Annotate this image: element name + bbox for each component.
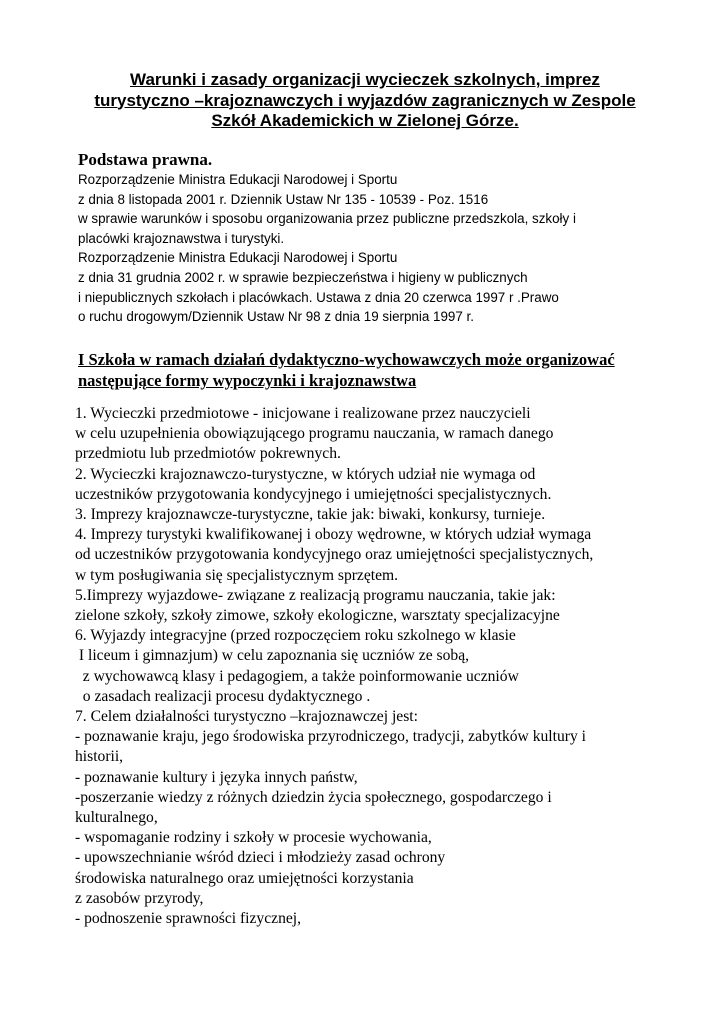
- body-line: z zasobów przyrody,: [75, 889, 204, 907]
- body-line: - poznawanie kultury i języka innych państw,: [75, 768, 358, 786]
- body-line: historii,: [75, 748, 124, 766]
- title-line: Szkół Akademickich w Zielonej Górze.: [211, 111, 519, 130]
- body-line: 3. Imprezy krajoznawcze-turystyczne, takie jak: biwaki, konkursy, turnieje.: [75, 506, 546, 524]
- legal-line: o ruchu drogowym/Dziennik Ustaw Nr 98 z dnia 19 sierpnia 1997 r.: [78, 309, 474, 325]
- body-line: uczestników przygotowania kondycyjnego i umiejętności specjalistycznych.: [75, 485, 552, 503]
- body-line: 1. Wycieczki przedmiotowe - inicjowane i realizowane przez nauczycieli: [75, 405, 531, 422]
- body-line: w tym posługiwania się specjalistycznym sprzętem.: [75, 566, 399, 584]
- body-line: w celu uzupełnienia obowiązującego programu nauczania, w ramach danego: [75, 425, 554, 443]
- body-line: kulturalnego,: [75, 809, 158, 827]
- body-line: zielone szkoły, szkoły zimowe, szkoły ekologiczne, warsztaty specjalizacyjne: [75, 607, 560, 625]
- section-heading-line: następujące formy wypoczynki i krajoznawstwa: [78, 371, 417, 390]
- body-line: - podnoszenie sprawności fizycznej,: [75, 910, 302, 928]
- section-heading-line: I Szkoła w ramach działań dydaktyczno-wychowawczych może organizować: [78, 350, 615, 369]
- document-title: [60, 70, 670, 132]
- body-line: od uczestników przygotowania kondycyjnego oraz umiejętności specjalistycznych,: [75, 546, 594, 564]
- body-line: środowiska naturalnego oraz umiejętności korzystania: [75, 869, 414, 887]
- body-line: - wspomaganie rodziny i szkoły w procesie wychowania,: [75, 829, 432, 847]
- legal-line: z dnia 31 grudnia 2002 r. w sprawie bezpieczeństwa i higieny w publicznych: [78, 269, 528, 285]
- section-body: [75, 404, 695, 929]
- body-line: przedmiotu lub przedmiotów pokrewnych.: [75, 445, 341, 463]
- body-line: 7. Celem działalności turystyczno –krajoznawczej jest:: [75, 708, 418, 726]
- title-line: turystyczno –krajoznawczych i wyjazdów zagranicznych w Zespole: [94, 90, 636, 110]
- body-line: 2. Wycieczki krajoznawczo-turystyczne, w których udział nie wymaga od: [75, 465, 536, 483]
- section-heading: [78, 349, 615, 391]
- legal-line: z dnia 8 listopada 2001 r. Dziennik Ustaw Nr 135 - 10539 - Poz. 1516: [78, 191, 489, 207]
- legal-basis-heading: Podstawa prawna.: [78, 150, 213, 169]
- body-line: I liceum i gimnazjum) w celu zapoznania się uczniów ze sobą,: [75, 647, 470, 665]
- body-line: o zasadach realizacji procesu dydaktycznego .: [75, 687, 371, 705]
- body-line: 6. Wyjazdy integracyjne (przed rozpoczęciem roku szkolnego w klasie: [75, 627, 516, 645]
- body-line: - poznawanie kraju, jego środowiska przyrodniczego, tradycji, zabytków kultury i: [75, 728, 586, 746]
- legal-line: i niepublicznych szkołach i placówkach. Ustawa z dnia 20 czerwca 1997 r .Prawo: [78, 289, 559, 305]
- body-line: 4. Imprezy turystyki kwalifikowanej i obozy wędrowne, w których udział wymaga: [75, 526, 592, 544]
- legal-line: Rozporządzenie Ministra Edukacji Narodowej i Sportu: [78, 250, 398, 266]
- legal-basis-text: [78, 170, 678, 327]
- legal-line: w sprawie warunków i sposobu organizowania przez publiczne przedszkola, szkoły i: [78, 211, 576, 227]
- title-line: Warunki i zasady organizacji wycieczek szkolnych, imprez: [130, 70, 600, 89]
- body-line: 5.Iimprezy wyjazdowe- związane z realizacją programu nauczania, takie jak:: [75, 586, 556, 604]
- body-line: - upowszechnianie wśród dzieci i młodzieży zasad ochrony: [75, 849, 446, 867]
- body-line: z wychowawcą klasy i pedagogiem, a także poinformowanie uczniów: [75, 667, 519, 685]
- legal-line: placówki krajoznawstwa i turystyki.: [78, 230, 285, 246]
- body-line: -poszerzanie wiedzy z różnych dziedzin życia społecznego, gospodarczego i: [75, 788, 552, 806]
- legal-line: Rozporządzenie Ministra Edukacji Narodowej i Sportu: [78, 172, 398, 187]
